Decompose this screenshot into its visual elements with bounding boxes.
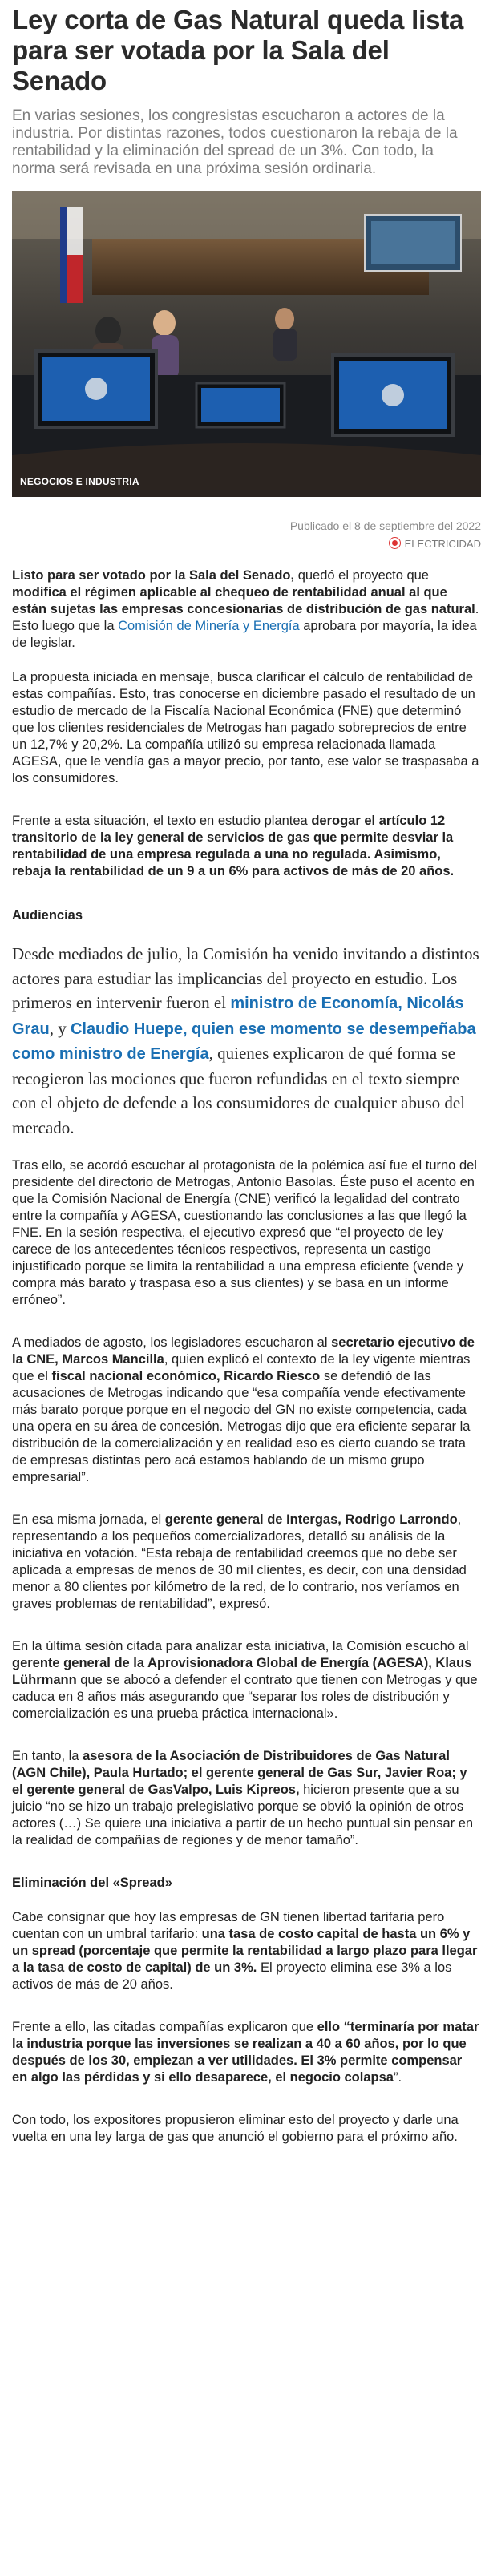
text: que se abocó a defender el contrato que tienen con Metrogas y que caduca en 8 años más asegurando que “separar los roles de distribución y comercialización es una prueba práctica internacional». xyxy=(12,1673,478,1721)
category-tag[interactable] xyxy=(12,537,481,550)
paragraph-5: Tras ello, se acordó escuchar al protagonista de la polémica así fue el turno del presidente del directorio de Metrogas, Antonio Basolas. Éste puso el acento en que la Comisión Nacional de Energía (CNE) verificó la legalidad del contrato entre la compañía y AGESA, cuestionando las conclusiones a las que llegó la FNE. En la sesión respectiva, el ejecutivo expresó que “el proyecto de ley carece de los antecedentes técnicos respectivos, representa un castigo injustificado porque se limita la rentabilidad a una empresa eficiente (vende y compra más barato y traspasa eso a sus clientes) y se basa en un informe erróneo”. xyxy=(12,1158,477,1307)
text: Desde mediados de julio, la Comisión ha venido invitando a distintos actores para estudiar las implicancias del proyecto en estudio. Los primeros en intervenir fueron el xyxy=(12,944,479,1012)
bold-text: ello “terminaría por matar la industria porque las inversiones se realizan a 40 a 60 años, por lo que después de los 30, empiezan a ver utilidades. El 3% permite compensar en algo las pérdidas y si ello desaparece, el negocio colapsa xyxy=(12,2020,479,2085)
text: El proyecto elimina ese 3% a los activos de más de 20 años. xyxy=(12,1960,452,1992)
bold-text: fiscal nacional económico, Ricardo Riesco xyxy=(51,1369,321,1383)
text: En tanto, la xyxy=(12,1749,83,1763)
article-photo xyxy=(12,191,481,497)
paragraph-3 xyxy=(12,813,481,880)
text: aprobara por mayoría, la idea de legislar. xyxy=(12,619,477,650)
text: En la última sesión citada para analizar esta iniciativa, la Comisión escuchó al xyxy=(12,1639,469,1653)
text: , representando a los pequeños comercializadores, detalló su análisis de la iniciativa en votación. “Esta rebaja de rentabilidad creemos que no debe ser aplicada a empresas de menos de 30 mil clientes, es decir, con una densidad menor a 80 clientes por kilómetro de la red, de lo contrario, nos veríamos en graves problemas de rentabilidad”, expresó. xyxy=(12,1512,467,1611)
text: , quienes explicaron de qué forma se recogieron las mociones que fueron refundidas en el texto siempre con el objeto de defende a los consumidores de cualquier abuso del mercado. xyxy=(12,1044,466,1137)
paragraph-12: Con todo, los expositores propusieron eliminar esto del proyecto y darle una vuelta en una ley larga de gas que anunció el gobierno para el próximo año. xyxy=(12,2113,459,2144)
text: Frente a esta situación, el texto en estudio plantea xyxy=(12,814,312,828)
published-date: Publicado el 8 de septiembre del 2022 xyxy=(289,519,481,532)
bold-text: modifica el régimen aplicable al chequeo de rentabilidad anual al que están sujetas las empresas concesionarias de distribución de gas natural xyxy=(12,585,475,616)
bold-text: asesora de la Asociación de Distribuidores de Gas Natural (AGN Chile), Paula Hurtado; el gerente general de Gas Sur, Javier Roa; y el gerente general de GasValpo, Luis Kipreos, xyxy=(12,1749,467,1797)
paragraph-1 xyxy=(12,567,481,652)
electricity-icon xyxy=(389,537,401,549)
link-text[interactable]: Claudio Huepe, quien ese momento se desempeñaba como ministro de Energía xyxy=(12,1019,476,1063)
paragraph-4 xyxy=(12,942,481,1140)
bold-text: una tasa de costo capital de hasta un 6% y un spread (porcentaje que permite la rentabilidad a largo plazo para llegar a la tasa de costo de capital) de un 3%. xyxy=(12,1927,478,1975)
text: , quien explicó el contexto de la ley vigente mientras que el xyxy=(12,1352,471,1383)
section-heading-audiencias: Audiencias xyxy=(12,908,83,923)
comision-mineria-link[interactable]: Comisión de Minería y Energía xyxy=(118,619,300,633)
paragraph-10 xyxy=(12,1909,481,1993)
paragraph-8 xyxy=(12,1638,481,1722)
senate-chamber-image xyxy=(12,191,481,497)
bold-text: gerente general de la Aprovisionadora Global de Energía (AGESA), Klaus Lührmann xyxy=(12,1656,472,1687)
category-label: ELECTRICIDAD xyxy=(404,538,481,550)
text: Cabe consignar que hoy las empresas de GN tienen libertad tarifaria pero cuentan con un umbral tarifario: xyxy=(12,1910,445,1941)
photo-section-label: NEGOCIOS E INDUSTRIA xyxy=(20,476,139,487)
text: quedó el proyecto que xyxy=(294,568,429,583)
link-text[interactable]: ministro de Economía, Nicolás Grau xyxy=(12,995,464,1038)
text: , y xyxy=(49,1018,71,1038)
text: hicieron presente que a su juicio “no se hizo un trabajo prelegislativo porque se obvió la opinión de otros actores (…) Se quiere una iniciativa a partir de un hecho puntual sin pensar en la realidad de compañías de regiones y de menor tamaño”. xyxy=(12,1783,474,1847)
section-heading-spread: Eliminación del «Spread» xyxy=(12,1875,172,1890)
text: En esa misma jornada, el xyxy=(12,1512,165,1527)
text: se defendió de las acusaciones de Metrogas indicando que “esa compañía vende efectivamente más barato porque porque en el negocio del GN no existe competencia, cada una opera en su área de concesión. Metrogas dijo que era eficiente separar la distribución de la comercialización y en realidad eso es cierto cuando se trata de empresas distintas pero acá estamos hablando de un mismo grupo empresarial”. xyxy=(12,1369,471,1484)
article-lead: En varias sesiones, los congresistas escucharon a actores de la industria. Por distintas razones, todos cuestionaron la rebaja de la rentabilidad y la eliminación del spread de un 3%. Con todo, la norma será revisada en una próxima sesión ordinaria. xyxy=(12,107,458,177)
text: Frente a ello, las citadas compañías explicaron que xyxy=(12,2020,317,2034)
paragraph-6 xyxy=(12,1334,481,1486)
bold-text: Listo para ser votado por la Sala del Senado, xyxy=(12,568,295,583)
article-title: Ley corta de Gas Natural queda lista para ser votada por la Sala del Senado xyxy=(12,5,464,95)
paragraph-2: La propuesta iniciada en mensaje, busca clarificar el cálculo de rentabilidad de estas compañías. Esto, tras conocerse en diciembre pasado el resultado de un estudio de mercado de la Fiscalía Nacional Económica (FNE) que determinó que los clientes residenciales de Metrogas han pagado sobreprecios de entre un 12,7% y 20,2%. La compañía utilizó su empresa relacionada llamada AGESA, que le vendía gas a mayor precio, por tanto, ese valor se traspasaba a los consumidores. xyxy=(12,670,479,785)
paragraph-9 xyxy=(12,1748,481,1849)
text: ”. xyxy=(393,2070,402,2085)
bold-text: gerente general de Intergas, Rodrigo Larrondo xyxy=(164,1512,458,1527)
bold-text: derogar el artículo 12 transitorio de la ley general de servicios de gas que permite desviar la rentabilidad de una empresa regulada a una no regulada. Asimismo, rebaja la rentabilidad de un 9 a un 6% para activos de más de 20 años. xyxy=(12,814,455,878)
bold-text: secretario ejecutivo de la CNE, Marcos Mancilla xyxy=(12,1335,475,1367)
text: . Esto luego que la xyxy=(12,602,479,633)
paragraph-7 xyxy=(12,1512,481,1613)
text: A mediados de agosto, los legisladores escucharon al xyxy=(12,1335,332,1350)
article-body xyxy=(12,567,481,2146)
paragraph-11 xyxy=(12,2019,481,2086)
